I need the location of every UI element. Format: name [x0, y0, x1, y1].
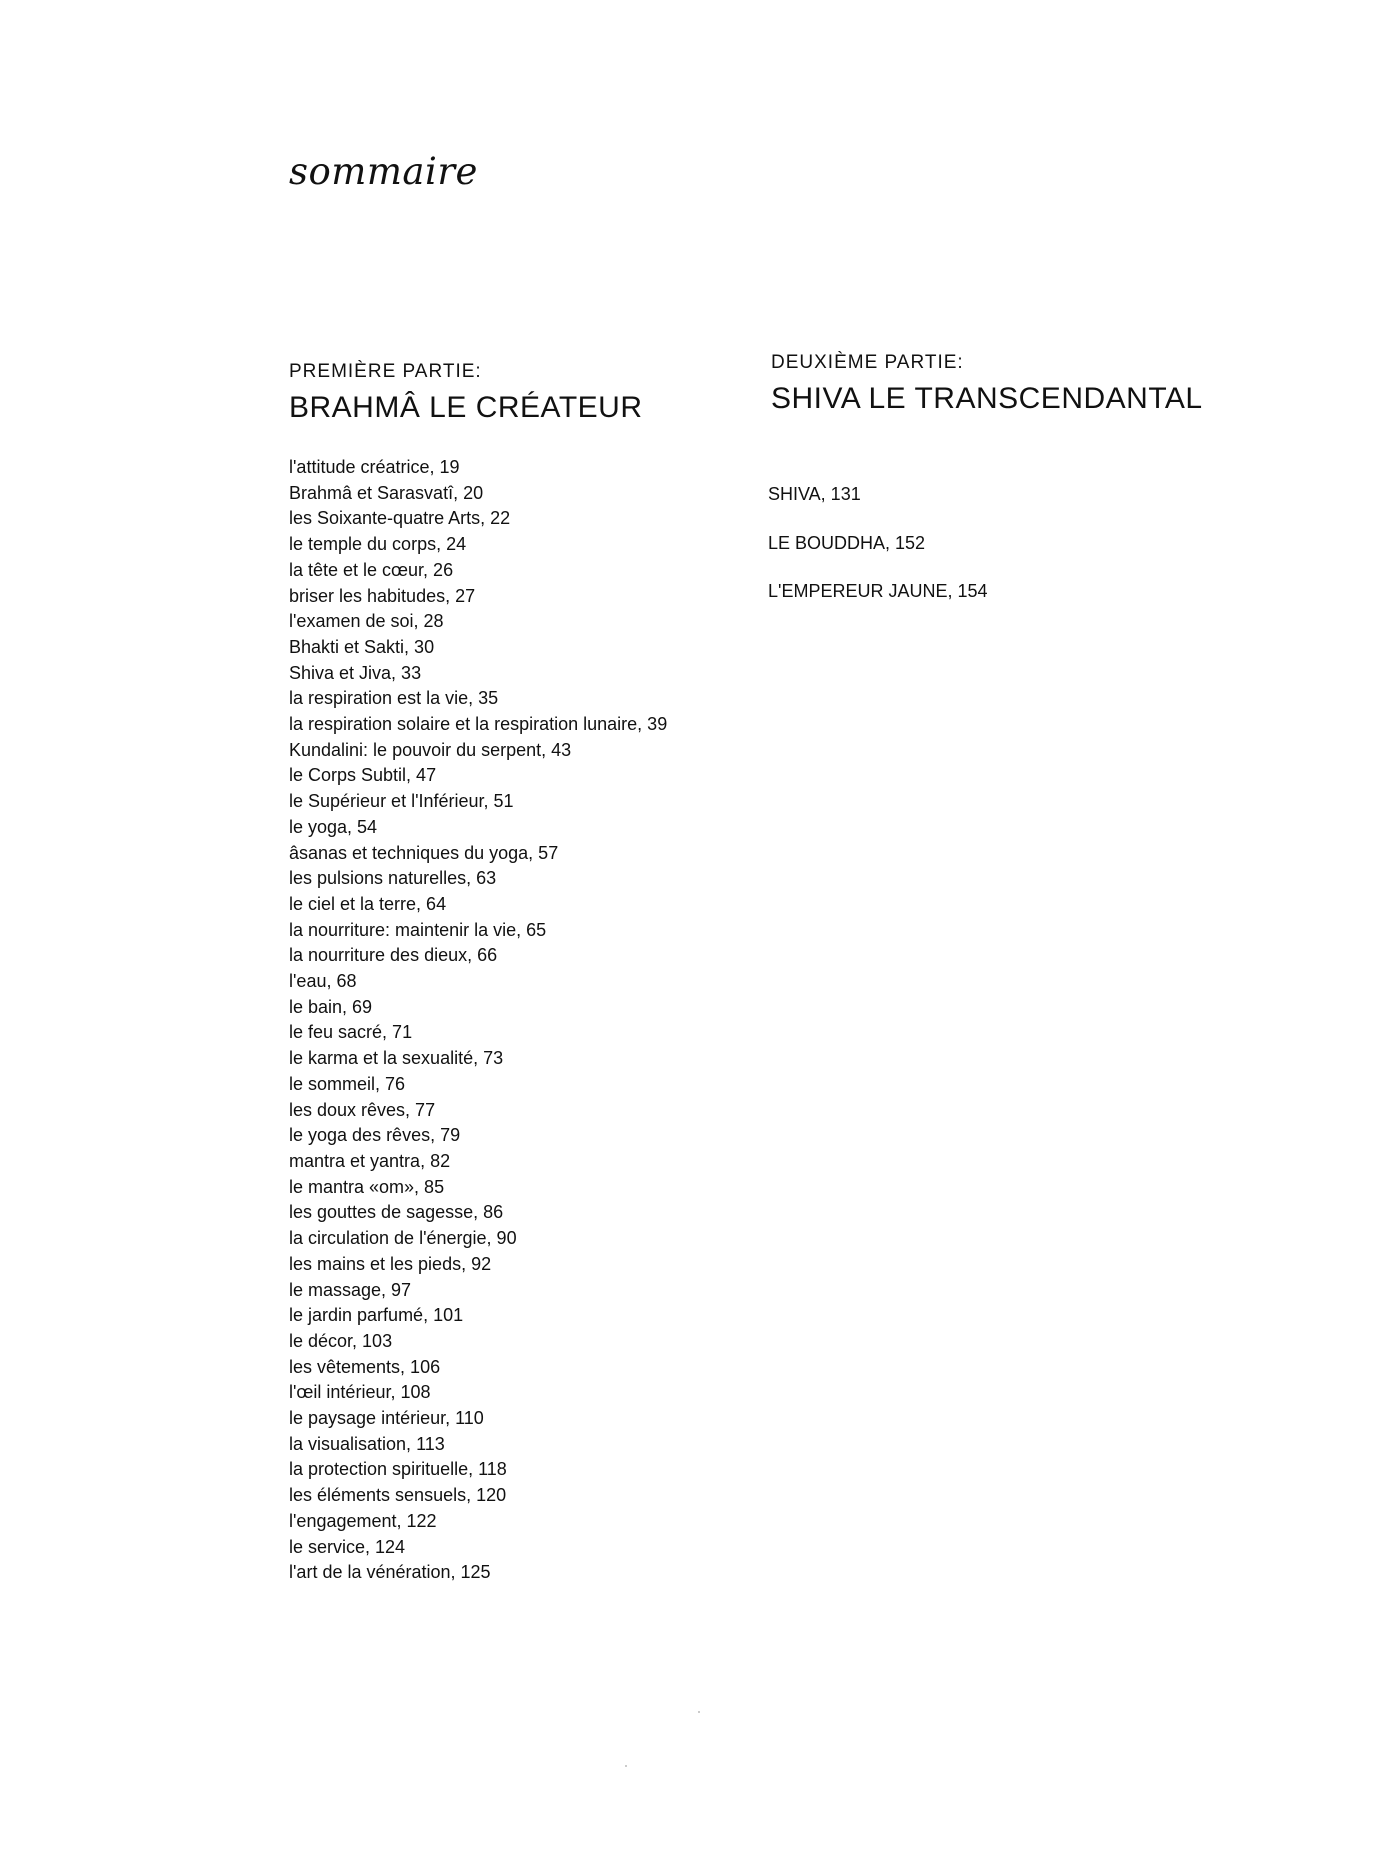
- toc-entry: le ciel et la terre, 64: [289, 893, 447, 914]
- toc-entry: Bhakti et Sakti, 30: [289, 636, 435, 657]
- toc-entry: la nourriture: maintenir la vie, 65: [289, 919, 547, 940]
- scan-speck: [698, 1711, 700, 1713]
- toc-entry: SHIVA, 131: [768, 484, 861, 504]
- toc-entry: la visualisation, 113: [289, 1433, 445, 1454]
- toc-entry: le paysage intérieur, 110: [289, 1408, 484, 1429]
- toc-entry: Shiva et Jiva, 33: [289, 662, 422, 683]
- toc-entry: le yoga, 54: [289, 816, 378, 837]
- toc-entry: la respiration solaire et la respiration lunaire, 39: [289, 714, 668, 735]
- toc-entry: le temple du corps, 24: [289, 534, 467, 555]
- part-two-header: [771, 351, 1203, 419]
- part-two-label: DEUXIÈME PARTIE:: [771, 352, 964, 373]
- toc-entry: l'examen de soi, 28: [289, 611, 444, 632]
- toc-entry: la tête et le cœur, 26: [289, 559, 454, 580]
- toc-entry: la nourriture des dieux, 66: [289, 945, 498, 966]
- toc-entry: le massage, 97: [289, 1279, 412, 1300]
- toc-entry: Brahmâ et Sarasvatî, 20: [289, 482, 484, 503]
- toc-entry: le service, 124: [289, 1536, 406, 1557]
- toc-entry: le mantra «om», 85: [289, 1176, 445, 1197]
- toc-entry: le bain, 69: [289, 996, 373, 1017]
- toc-entry: le Corps Subtil, 47: [289, 765, 437, 786]
- toc-entry: l'attitude créatrice, 19: [289, 457, 460, 477]
- toc-entry: Kundalini: le pouvoir du serpent, 43: [289, 739, 572, 760]
- part-one-title: BRAHMÂ LE CRÉATEUR: [289, 391, 643, 424]
- toc-entry: le feu sacré, 71: [289, 1022, 413, 1043]
- toc-entry: les gouttes de sagesse, 86: [289, 1202, 504, 1223]
- scan-speck: [625, 1765, 627, 1767]
- toc-entry: l'œil intérieur, 108: [289, 1382, 431, 1403]
- toc-entry: l'eau, 68: [289, 971, 357, 992]
- toc-entry: les Soixante-quatre Arts, 22: [289, 508, 511, 529]
- page-title: sommaire: [289, 150, 478, 193]
- toc-entry: le jardin parfumé, 101: [289, 1305, 464, 1326]
- part-one-label: PREMIÈRE PARTIE:: [289, 361, 482, 382]
- toc-entry: le décor, 103: [289, 1330, 393, 1351]
- toc-entry: les vêtements, 106: [289, 1356, 441, 1377]
- toc-entry: le yoga des rêves, 79: [289, 1125, 461, 1146]
- toc-entry: mantra et yantra, 82: [289, 1150, 451, 1171]
- toc-entry: le Supérieur et l'Inférieur, 51: [289, 791, 514, 812]
- part-one-entries: [289, 455, 667, 1586]
- toc-entry: le karma et la sexualité, 73: [289, 1048, 504, 1069]
- toc-entry: briser les habitudes, 27: [289, 585, 476, 606]
- part-two-entries: [768, 470, 988, 616]
- toc-entry: L'EMPEREUR JAUNE, 154: [768, 581, 988, 601]
- toc-entry: la protection spirituelle, 118: [289, 1459, 507, 1480]
- toc-entry: le sommeil, 76: [289, 1073, 406, 1094]
- toc-entry: les pulsions naturelles, 63: [289, 868, 497, 889]
- toc-entry: les doux rêves, 77: [289, 1099, 436, 1120]
- toc-entry: l'art de la vénération, 125: [289, 1562, 491, 1583]
- toc-entry: les éléments sensuels, 120: [289, 1485, 507, 1506]
- toc-entry: l'engagement, 122: [289, 1510, 437, 1531]
- toc-entry: les mains et les pieds, 92: [289, 1253, 492, 1274]
- toc-entry: la circulation de l'énergie, 90: [289, 1228, 517, 1249]
- part-two-title: SHIVA LE TRANSCENDANTAL: [771, 382, 1203, 415]
- part-one-header: [289, 360, 643, 428]
- toc-entry: LE BOUDDHA, 152: [768, 532, 926, 553]
- toc-entry: âsanas et techniques du yoga, 57: [289, 842, 559, 863]
- toc-entry: la respiration est la vie, 35: [289, 688, 499, 709]
